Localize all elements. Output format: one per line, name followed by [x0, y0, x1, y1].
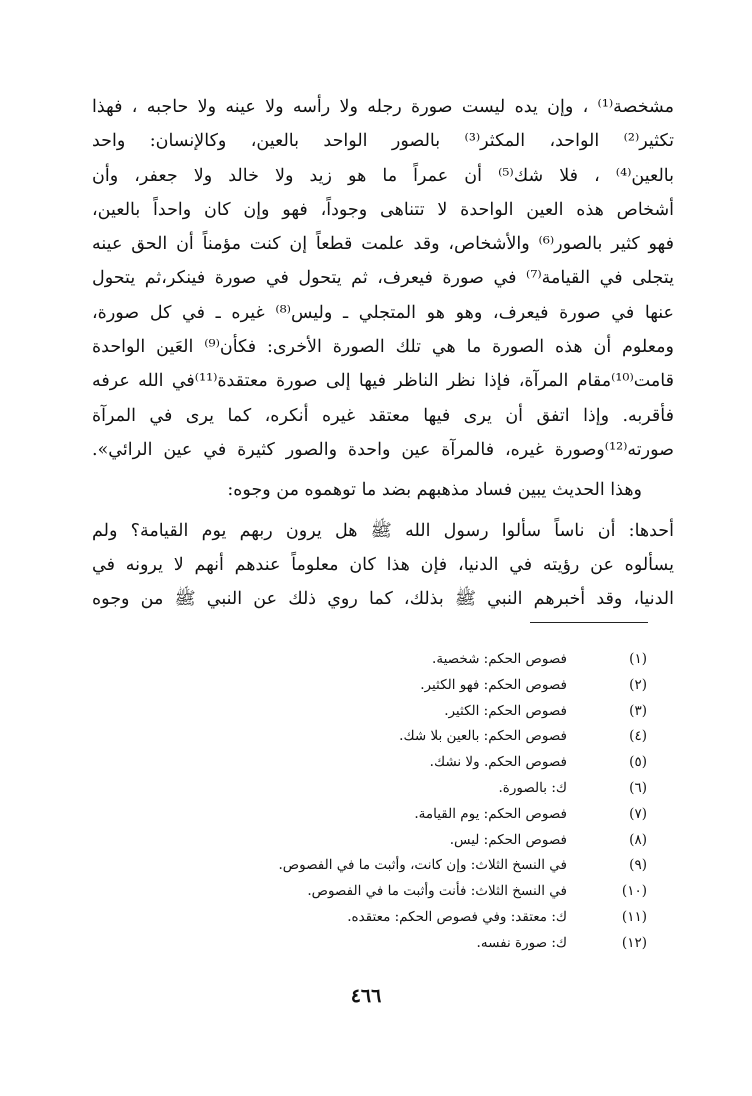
- footnote-number: (٩): [629, 857, 647, 874]
- text-line: عنها في صورة فيعرف، وهو هو المتجلي ـ وليس⁽⁸⁾ غيره ـ في كل صورة،: [92, 302, 674, 323]
- footnote-number: (١١): [621, 908, 647, 925]
- footnote-number: (١): [629, 651, 647, 667]
- footnote-item: [87, 905, 647, 931]
- footnote-number: (٢): [629, 676, 647, 693]
- footnotes: [87, 647, 647, 957]
- footnote-text: فصوص الحكم: شخصية.: [432, 651, 567, 667]
- main-text: [92, 90, 674, 616]
- text-line: قامت⁽¹⁰⁾مقام المرآة، فإذا نظر الناظر فيها إلى صورة معتقدة⁽¹¹⁾في الله عرفه: [92, 371, 674, 392]
- footnote-item: [87, 853, 647, 879]
- text-line: يسألوه عن رؤيته في الدنيا، فإن هذا كان معلوماً عندهم أنهم لا يرونه في: [92, 554, 674, 575]
- footnote-text: ك: صورة نفسه.: [476, 934, 567, 951]
- footnote-number: (١٢): [621, 934, 647, 951]
- footnote-item: [87, 776, 647, 802]
- footnote-item: [87, 750, 647, 776]
- footnote-separator: [530, 622, 648, 623]
- footnote-text: في النسخ الثلاث: وإن كانت، وأثبت ما في الفصوص.: [278, 857, 567, 874]
- footnote-item: [87, 802, 647, 828]
- text-line: الدنيا، وقد أخبرهم النبي ﷺ بذلك، كما روي ذلك عن النبي ﷺ من وجوه: [92, 589, 674, 610]
- footnote-item: [87, 828, 647, 854]
- footnote-item: [87, 673, 647, 699]
- footnote-text: في النسخ الثلاث: فأنت وأثبت ما في الفصوص.: [307, 883, 567, 900]
- footnote-text: ك: معتقد: وفي فصوص الحكم: معتقده.: [347, 908, 567, 925]
- footnote-item: [87, 699, 647, 725]
- footnote-item: [87, 647, 647, 673]
- footnote-number: (٣): [629, 702, 647, 719]
- text-line: أشخاص هذه العين الواحدة لا تتناهى وجوداً، فهو وإن كان واحداً بالعين،: [92, 199, 674, 220]
- footnote-number: (٥): [629, 754, 647, 771]
- text-line: يتجلى في القيامة⁽⁷⁾ في صورة فيعرف، ثم يتحول في صورة فينكر،ثم يتحول: [92, 268, 674, 289]
- footnote-text: فصوص الحكم: بالعين بلا شك.: [399, 728, 567, 745]
- footnote-number: (٤): [629, 728, 647, 745]
- footnote-item: [87, 931, 647, 957]
- page-number: ٤٦٦: [350, 985, 382, 1007]
- text-line: بالعين⁽⁴⁾ ، فلا شك⁽⁵⁾ أن عمراً ما هو زيد ولا خالد ولا جعفر، وأن: [92, 165, 675, 186]
- footnote-text: فصوص الحكم: فهو الكثير.: [420, 676, 567, 693]
- footnote-number: (٧): [629, 805, 647, 822]
- text-line: فأقربه. وإذا اتفق أن يرى فيها معتقد غيره أنكره، كما يرى في المرآة: [92, 405, 674, 426]
- footnote-text: ك: بالصورة.: [498, 779, 567, 796]
- footnote-text: فصوص الحكم: ليس.: [449, 831, 567, 848]
- footnote-number: (٨): [629, 831, 647, 848]
- text-line: ومعلوم أن هذه الصورة ما هي تلك الصورة الأخرى: فكأن⁽⁹⁾ العَين الواحدة: [92, 337, 674, 358]
- text-line: صورته⁽¹²⁾وصورة غيره، فالمرآة عين واحدة والصور كثيرة في عين الرائي».: [92, 439, 674, 460]
- footnote-text: فصوص الحكم: يوم القيامة.: [414, 805, 567, 822]
- footnote-text: فصوص الحكم. ولا نشك.: [429, 754, 567, 771]
- paragraph-heading-line: وهذا الحديث يبين فساد مذهبهم بضد ما توهموه من وجوه:: [227, 480, 642, 501]
- footnote-text: فصوص الحكم: الكثير.: [444, 702, 567, 719]
- text-line: مشخصة⁽¹⁾ ، وإن يده ليست صورة رجله ولا رأسه ولا عينه ولا حاجبه ، فهذا: [92, 97, 674, 117]
- text-line: أحدها: أن ناساً سألوا رسول الله ﷺ هل يرون ربهم يوم القيامة؟ ولم: [92, 520, 674, 541]
- footnote-item: [87, 879, 647, 905]
- text-line: فهو كثير بالصور⁽⁶⁾ والأشخاص، وقد علمت قطعاً إن كنت مؤمناً أن الحق عينه: [92, 234, 674, 255]
- text-line: تكثير⁽²⁾ الواحد، المكثر⁽³⁾ بالصور الواحد بالعين، وكالإنسان: واحد: [92, 131, 674, 152]
- footnote-item: [87, 724, 647, 750]
- footnote-number: (١٠): [621, 883, 647, 900]
- footnote-number: (٦): [629, 779, 647, 796]
